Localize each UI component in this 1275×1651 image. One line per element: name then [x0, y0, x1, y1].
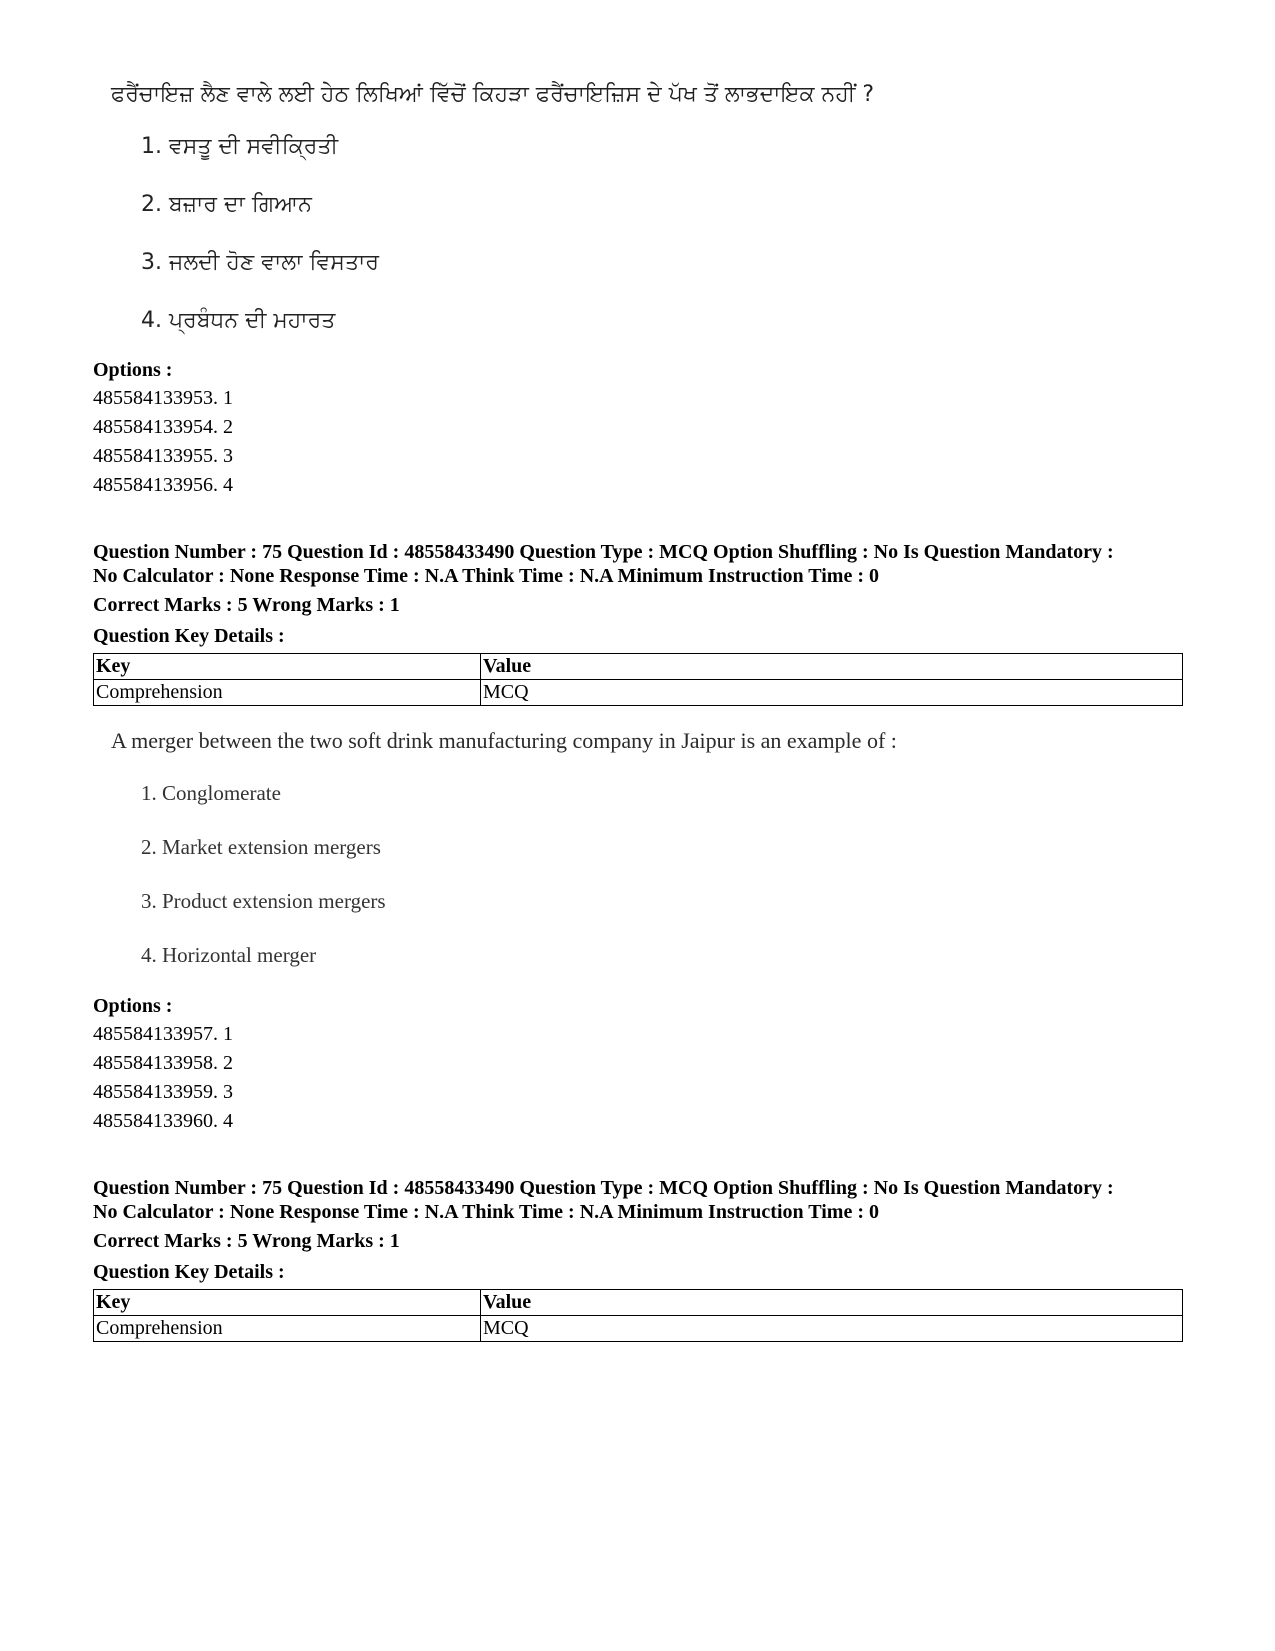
key-details-label: Question Key Details : [93, 1261, 285, 1283]
choice-item: 2. Market extension mergers [141, 835, 381, 859]
option-id-line: 485584133955. 3 [93, 445, 233, 467]
question-image-english [93, 726, 1183, 982]
choice-list [93, 766, 1183, 982]
table-cell-key: Comprehension [94, 680, 481, 706]
table-header-value: Value [481, 654, 1183, 680]
question-meta-line: No Calculator : None Response Time : N.A Think Time : N.A Minimum Instruction Time : 0 [93, 565, 879, 587]
choice-item: 3. ਜਲਦੀ ਹੋਣ ਵਾਲਾ ਵਿਸਤਾਰ [141, 250, 379, 275]
option-id-line: 485584133953. 1 [93, 387, 233, 409]
question-stem: A merger between the two soft drink manufacturing company in Jaipur is an example of : [111, 728, 897, 753]
table-header-value: Value [481, 1290, 1183, 1316]
table-cell-value: MCQ [481, 1316, 1183, 1342]
question-meta-line: Question Number : 75 Question Id : 48558433490 Question Type : MCQ Option Shuffling : No Is Question Mandatory : [93, 541, 1114, 563]
question-meta-line: Question Number : 75 Question Id : 48558433490 Question Type : MCQ Option Shuffling : No Is Question Mandatory : [93, 1177, 1114, 1199]
choice-item: 3. Product extension mergers [141, 889, 386, 913]
table-row [94, 680, 1183, 706]
options-label: Options : [93, 359, 173, 381]
key-details-table [93, 1289, 1183, 1342]
options-label: Options : [93, 995, 173, 1017]
option-id-line: 485584133959. 3 [93, 1081, 233, 1103]
table-header-key: Key [94, 654, 481, 680]
table-header-row [94, 1290, 1183, 1316]
option-id-line: 485584133960. 4 [93, 1110, 233, 1132]
table-row [94, 1316, 1183, 1342]
choice-item: 4. Horizontal merger [141, 943, 317, 967]
marks-line: Correct Marks : 5 Wrong Marks : 1 [93, 594, 400, 616]
option-id-line: 485584133956. 4 [93, 474, 233, 496]
key-details-label: Question Key Details : [93, 625, 285, 647]
table-header-row [94, 654, 1183, 680]
choice-item: 1. Conglomerate [141, 781, 281, 805]
table-cell-value: MCQ [481, 680, 1183, 706]
question-image-punjabi [93, 78, 1183, 350]
choice-list [93, 118, 1183, 350]
choice-item: 2. ਬਜ਼ਾਰ ਦਾ ਗਿਆਨ [141, 192, 312, 217]
option-id-line: 485584133957. 1 [93, 1023, 233, 1045]
document-page [93, 78, 1183, 1342]
table-cell-key: Comprehension [94, 1316, 481, 1342]
key-details-table [93, 653, 1183, 706]
marks-line: Correct Marks : 5 Wrong Marks : 1 [93, 1230, 400, 1252]
question-stem: ਫਰੈਂਚਾਇਜ਼ ਲੈਣ ਵਾਲੇ ਲਈ ਹੇਠ ਲਿਖਿਆਂ ਵਿੱਚੋਂ ਕਿਹੜਾ ਫਰੈਂਚਾਇਜ਼ਿਸ ਦੇ ਪੱਖ ਤੋਂ ਲਾਭਦਾਇਕ ਨਹੀਂ ? [111, 82, 875, 107]
question-meta-line: No Calculator : None Response Time : N.A Think Time : N.A Minimum Instruction Time : 0 [93, 1201, 879, 1223]
table-header-key: Key [94, 1290, 481, 1316]
option-id-line: 485584133958. 2 [93, 1052, 233, 1074]
choice-item: 4. ਪ੍ਰਬੰਧਨ ਦੀ ਮਹਾਰਤ [141, 308, 336, 333]
choice-item: 1. ਵਸਤੂ ਦੀ ਸਵੀਕ੍ਰਿਤੀ [141, 134, 339, 159]
option-id-line: 485584133954. 2 [93, 416, 233, 438]
